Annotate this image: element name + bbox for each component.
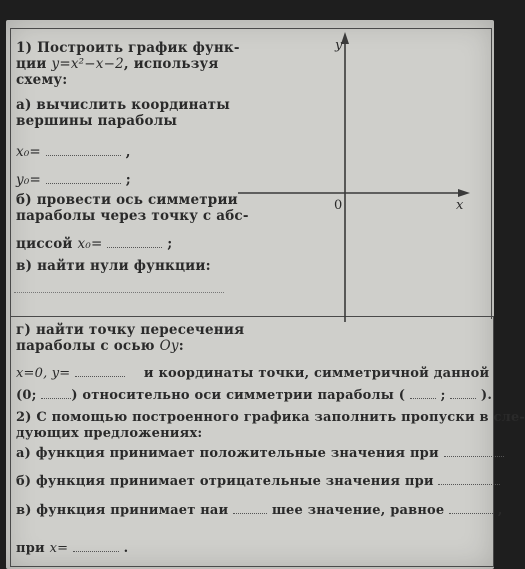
task1-line2 [16, 56, 219, 72]
x-var: x= [49, 541, 69, 556]
intercept-blank[interactable] [75, 366, 125, 377]
sym-y-blank[interactable] [450, 388, 476, 399]
point-relative-text: ) относительно оси симметрии параболы ( [71, 388, 406, 403]
extremum-text-start: в) функция принимает наи [16, 503, 229, 518]
positive-blank[interactable] [444, 446, 504, 457]
step-a-line1: а) вычислить координаты [16, 97, 230, 113]
point-open: (0; [16, 388, 37, 403]
step-b-line3-text: циссой [16, 236, 78, 252]
y-axis-label: y [335, 38, 343, 53]
positive-text: а) функция принимает положительные значения при [16, 446, 439, 461]
step-g-colon: : [178, 338, 184, 354]
step-b-line2: параболы через точку с абс- [16, 208, 249, 224]
y0-row [16, 172, 131, 188]
y0-blank[interactable] [46, 173, 121, 184]
axis-semicolon: ; [167, 236, 173, 252]
positive-row [16, 446, 504, 462]
task1-line3: схему: [16, 72, 68, 88]
x0-blank[interactable] [46, 145, 121, 156]
coordinate-axes [228, 30, 478, 325]
at-text: при [16, 541, 50, 556]
extremum-word-blank[interactable] [233, 503, 267, 514]
negative-row [16, 474, 500, 490]
part2-line2: дующих предложениях: [16, 426, 203, 441]
symmetric-point-row [16, 388, 492, 404]
final-period: . [123, 541, 129, 556]
point-y-blank[interactable] [41, 388, 71, 399]
x0-var: x₀= [77, 236, 103, 252]
y0-semicolon: ; [125, 172, 131, 188]
x0-comma: , [125, 144, 131, 160]
extremum-x-row [16, 541, 128, 557]
origin-label: 0 [334, 198, 343, 213]
task1-line2-end: , используя [123, 56, 219, 72]
intercept-row [16, 366, 489, 382]
extremum-text-end: шее значение, равное [271, 503, 445, 518]
step-v-line1: в) найти нули функции: [16, 258, 211, 274]
step-g-line2 [16, 338, 184, 354]
negative-text: б) функция принимает отрицательные значения при [16, 474, 434, 489]
zeros-answer-line[interactable] [14, 292, 224, 293]
step-b-line1: б) провести ось симметрии [16, 192, 238, 208]
x-axis-arrow-icon [458, 189, 470, 197]
x0-label: x₀= [16, 144, 41, 160]
task1-line2-start: ции [16, 56, 52, 72]
step-a-line2: вершины параболы [16, 113, 178, 129]
symmetric-point-text: и координаты точки, симметричной данной [143, 366, 490, 381]
extremum-row [16, 503, 503, 519]
task1-line1: 1) Построить график функ- [16, 40, 240, 56]
function-formula: y=x²−x−2 [51, 56, 124, 72]
x0-row [16, 144, 131, 160]
negative-blank[interactable] [438, 474, 500, 485]
extremum-value-blank[interactable] [449, 503, 493, 514]
y0-label: y₀= [16, 172, 41, 188]
sym-separator: ; [440, 388, 446, 403]
part2-line1: 2) С помощью построенного графика заполнить пропуски в сле- [16, 410, 525, 425]
intercept-label: x=0, y= [16, 366, 71, 381]
step-g-line2-text: параболы с осью [16, 338, 160, 354]
x-axis-label: x [456, 198, 464, 213]
step-g-line1: г) найти точку пересечения [16, 322, 245, 338]
sym-close: ). [481, 388, 493, 403]
extremum-comma: , [497, 503, 503, 518]
extremum-x-blank[interactable] [73, 541, 119, 552]
sym-x-blank[interactable] [410, 388, 436, 399]
oy-var: Oy [159, 338, 179, 354]
axis-blank[interactable] [107, 237, 162, 248]
step-b-line3 [16, 236, 172, 252]
